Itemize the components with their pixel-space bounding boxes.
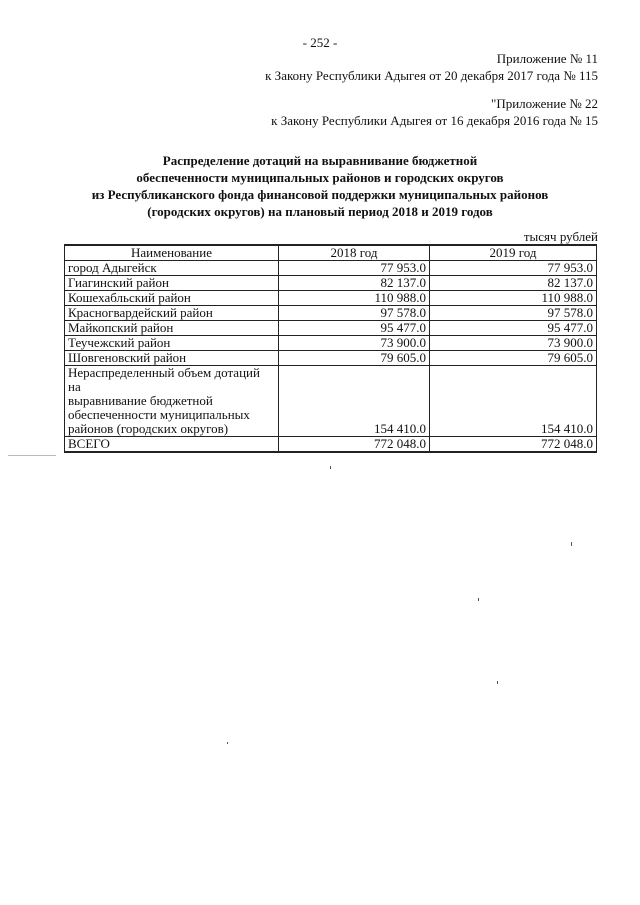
header-2019: 2019 год: [430, 245, 597, 261]
row-name-total: ВСЕГО: [65, 437, 279, 453]
row-value-2019: 95 477.0: [430, 321, 597, 336]
row-value-2018: 82 137.0: [279, 276, 430, 291]
table-row-total: [65, 437, 597, 453]
row-value-2018: 154 410.0: [279, 366, 430, 437]
header-name: Наименование: [65, 245, 279, 261]
row-name-line: Нераспределенный объем дотаций на: [68, 365, 260, 394]
scan-speck: [227, 742, 228, 744]
appendix-current-number: Приложение № 11: [496, 51, 598, 66]
row-value-2019: 77 953.0: [430, 261, 597, 276]
row-name: Шовгеновский район: [65, 351, 279, 366]
table-row: [65, 306, 597, 321]
row-name-line: выравнивание бюджетной: [68, 393, 213, 408]
row-name-line: районов (городских округов): [68, 421, 229, 436]
row-value-2018: 79 605.0: [279, 351, 430, 366]
title-line-1: Распределение дотаций на выравнивание бюджетной: [162, 153, 478, 168]
table-row: [65, 276, 597, 291]
title-line-4: (городских округов) на плановый период 2018 и 2019 годов: [147, 204, 493, 219]
page-number: - 252 -: [302, 35, 338, 50]
row-value-2019: 97 578.0: [430, 306, 597, 321]
row-name: Кошехабльский район: [65, 291, 279, 306]
table-header-row: [65, 245, 597, 261]
title-line-3: из Республиканского фонда финансовой поддержки муниципальных районов: [91, 187, 549, 202]
appendix-header-previous: [271, 95, 598, 129]
scan-speck: [571, 542, 572, 546]
appendix-previous-law-reference: к Закону Республики Адыгея от 16 декабря 2016 года № 15: [271, 113, 598, 128]
scan-speck: [330, 466, 331, 469]
row-name-line: обеспеченности муниципальных: [68, 407, 250, 422]
row-name: Майкопский район: [65, 321, 279, 336]
row-value-2019: 79 605.0: [430, 351, 597, 366]
appendix-previous-number: "Приложение № 22: [491, 96, 598, 111]
table-row-unallocated: [65, 366, 597, 437]
document-title: [60, 152, 580, 220]
table-row: [65, 261, 597, 276]
row-value-2019: 73 900.0: [430, 336, 597, 351]
table-row: [65, 336, 597, 351]
scan-speck: [497, 681, 498, 684]
appendix-header-current: [265, 50, 598, 84]
row-value-2019: 110 988.0: [430, 291, 597, 306]
row-name: Красногвардейский район: [65, 306, 279, 321]
appendix-current-law-reference: к Закону Республики Адыгея от 20 декабря 2017 года № 115: [265, 68, 598, 83]
title-line-2: обеспеченности муниципальных районов и городских округов: [136, 170, 504, 185]
table-row: [65, 351, 597, 366]
row-name: город Адыгейск: [65, 261, 279, 276]
row-value-2018: 95 477.0: [279, 321, 430, 336]
scan-speck: [8, 455, 56, 456]
row-value-2019: 154 410.0: [430, 366, 597, 437]
row-total-2019: 772 048.0: [430, 437, 597, 453]
row-name: Гиагинский район: [65, 276, 279, 291]
table-row: [65, 321, 597, 336]
row-value-2019: 82 137.0: [430, 276, 597, 291]
header-2018: 2018 год: [279, 245, 430, 261]
row-name: Теучежский район: [65, 336, 279, 351]
row-value-2018: 97 578.0: [279, 306, 430, 321]
row-value-2018: 77 953.0: [279, 261, 430, 276]
grants-table: [64, 244, 597, 453]
table-row: [65, 291, 597, 306]
units-label: тысяч рублей: [523, 229, 598, 244]
row-value-2018: 110 988.0: [279, 291, 430, 306]
scan-speck: [478, 598, 479, 601]
row-value-2018: 73 900.0: [279, 336, 430, 351]
row-name-unallocated: [65, 366, 279, 437]
row-total-2018: 772 048.0: [279, 437, 430, 453]
